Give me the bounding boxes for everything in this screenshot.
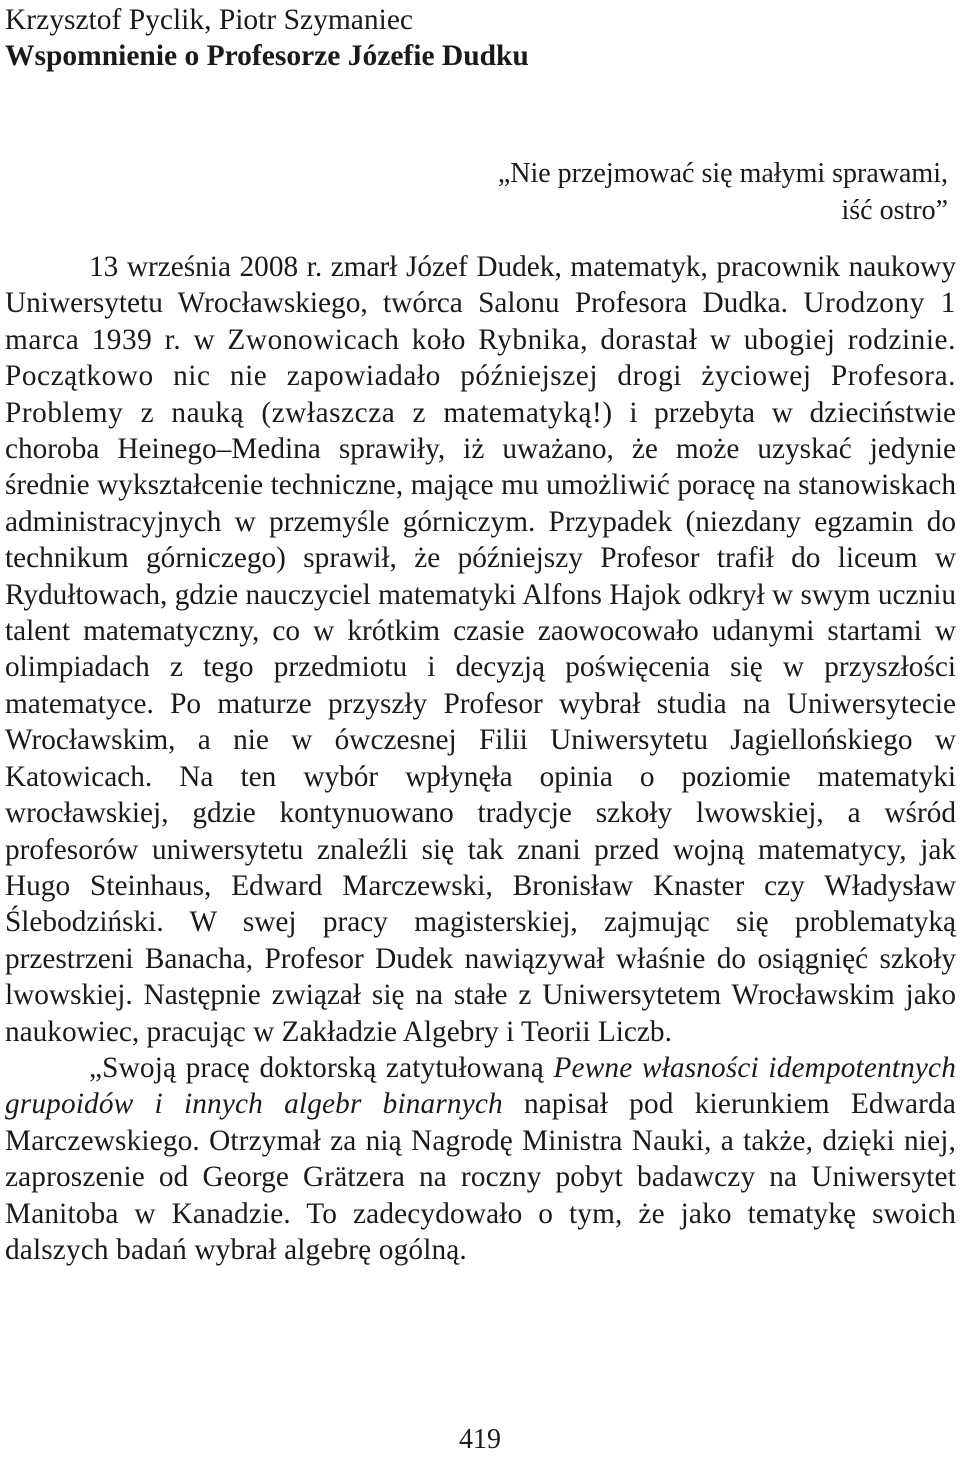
page-number: 419	[459, 1424, 501, 1455]
document-page	[5, 0, 956, 1268]
thesis-title: Pewne własności idempotentnych grupoidów i innych algebr binarnych	[5, 1051, 956, 1121]
paragraph-1-wide-spaced-text: Urodzony 1 marca 1939 r. w Zwonowicach koło Rybnika, dorastał w ubogiej rodzinie. Początkowo nic nie zapowiadało późniejszej drogi życiowej Profesora. Problemy z nauką (zwłaszcza z matematyką!)	[5, 287, 957, 429]
paragraph-2-opening: „Swoją pracę doktorską zatytułowaną	[89, 1051, 554, 1084]
article-title: Wspomnienie o Profesorze Józefie Dudku	[5, 40, 529, 72]
authors: Krzysztof Pyclik, Piotr Szymaniec	[5, 4, 414, 36]
epigraph-line-2: iść ostro”	[841, 195, 948, 226]
body-paragraph-2	[5, 1050, 956, 1268]
paragraph-2-continuation: napisał pod kierunkiem Edwarda Marczewskiego. Otrzymał za nią Nagrodę Ministra Nauki, a także, dzięki niej, zaproszenie od George Grätzera na roczny pobyt badawczy na Uniwersytet Manitoba w Kanadzie. To zadecydowało o tym, że jako tematykę swoich dalszych badań wybrał algebrę ogólną.	[5, 1088, 956, 1266]
paragraph-1-opening: 13 września 2008 r. zmarł Józef Dudek, matematyk, pracownik naukowy Uniwersytetu Wrocławskiego, twórca Salonu Profesora Dudka.	[5, 251, 956, 320]
epigraph	[5, 155, 956, 229]
body-paragraph-1	[5, 249, 956, 1050]
article-body	[5, 249, 956, 1268]
paragraph-1-continuation: i przebyta w dzieciństwie choroba Heinego–Medina sprawiły, iż uważano, że może uzyskać jedynie średnie wykształcenie techniczne, mające mu umożliwić poracę na stanowiskach administracyjnych w przemyśle górniczym. Przypadek (niezdany egzamin do technikum górniczego) sprawił, że późniejszy Profesor trafił do liceum w Rydułtowach, gdzie nauczyciel matematyki Alfons Hajok odkrył w swym uczniu talent matematyczny, co w krótkim czasie zaowocowało udanymi startami w olimpiadach z tego przedmiotu i decyzją poświęcenia się w przyszłości matematyce. Po maturze przyszły Profesor wybrał studia na Uniwersytecie Wrocławskim, a nie w ówczesnej Filii Uniwersytetu Jagiellońskiego w Katowicach. Na ten wybór wpłynęła opinia o poziomie matematyki wrocławskiej, gdzie kontynuowano tradycje szkoły lwowskiej, a wśród profesorów uniwersytetu znaleźli się tak znani przed wojną matematycy, jak Hugo Steinhaus, Edward Marczewski, Bronisław Knaster czy Władysław Ślebodziński. W swej pracy magisterskiej, zajmując się problematyką przestrzeni Banacha, Profesor Dudek nawiązywał właśnie do osiągnięć szkoły lwowskiej. Następnie związał się na stałe z Uniwersytetem Wrocławskim jako naukowiec, pracując w Zakładzie Algebry i Teorii Liczb.	[5, 396, 956, 1048]
epigraph-line-1: „Nie przejmować się małymi sprawami,	[497, 158, 948, 189]
